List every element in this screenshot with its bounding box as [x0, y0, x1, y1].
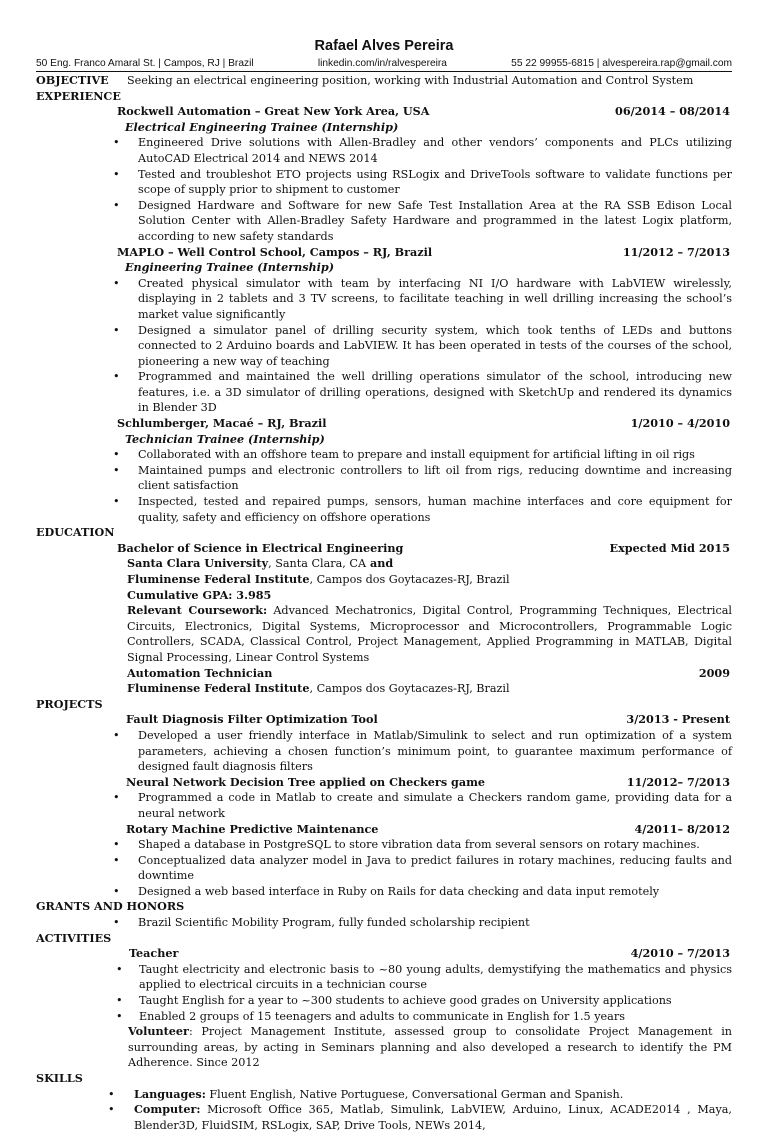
list-item: • Shaped a database in PostgreSQL to store vibration data from several sensors on rotary machines. [113, 838, 700, 852]
bullet-icon: • [113, 791, 120, 805]
resume-body [36, 73, 732, 1133]
list-item: • Programmed a code in Matlab to create and simulate a Checkers random game, providing data for a neural network [113, 791, 732, 820]
bullet-icon: • [113, 838, 120, 852]
section-title-objective: OBJECTIVE [36, 73, 109, 87]
project-dates: 3/2013 - Present [626, 712, 730, 727]
bullet-icon: • [116, 994, 123, 1008]
bullet-icon: • [113, 728, 120, 742]
job-role: Engineering Trainee (Internship) [125, 260, 335, 275]
bullet-icon: • [113, 276, 120, 290]
list-item: • Maintained pumps and electronic controllers to lift oil from rigs, reducing downtime and increasing client satisfaction [113, 463, 732, 493]
list-item: • Created physical simulator with team by interfacing NI I/O hardware with LabVIEW wirelessly, displaying in 2 tablets and 3 TV screens, to facilitate teaching in well drilling increasing the school’s market value significantly [113, 276, 732, 321]
project-dates: 4/2011– 8/2012 [634, 821, 730, 836]
bullet-icon: • [116, 1009, 123, 1023]
bullet-icon: • [113, 167, 120, 181]
project-title: Neural Network Decision Tree applied on Checkers game [126, 774, 486, 789]
job-org: Rockwell Automation – Great New York Area, USA [117, 104, 430, 119]
list-item: • Programmed and maintained the well drilling operations simulator of the school, introducing new features, i.e. a 3D simulator of drilling operations, designed with SketchUp and rendered its dynamics in Blender 3D [113, 370, 732, 415]
tech-title: Automation Technician [127, 665, 273, 680]
job-bullets [36, 276, 732, 416]
bullet-icon: • [113, 370, 120, 384]
grants-list [36, 915, 732, 931]
list-item: • Conceptualized data analyzer model in Java to predict failures in rotary machines, reducing faults and downtime [113, 853, 732, 883]
job-maplo [36, 245, 732, 417]
gpa: Cumulative GPA: 3.985 [127, 587, 272, 602]
list-item: • Enabled 2 groups of 15 teenagers and adults to communicate in English for 1.5 years [116, 1009, 625, 1023]
linkedin-link[interactable]: linkedin.com/in/ralvespereira [317, 58, 447, 69]
section-title-education: EDUCATION [36, 525, 115, 540]
job-role: Electrical Engineering Trainee (Internship) [125, 119, 399, 134]
list-item: • Designed Hardware and Software for new Safe Test Installation Area at the RA SSB Edison Local Solution Center with Allen-Bradley Safety Hardware and programmed in the latest Logix platform, according to new safety standards [113, 198, 732, 243]
bullet-icon: • [113, 198, 120, 212]
project-dates: 11/2012– 7/2013 [626, 774, 730, 789]
list-item: • Designed a simulator panel of drilling security system, which took tenths of LEDs and buttons connected to 2 Arduino boards and LabVIEW. It has been operated in tests of the courses of the school, pioneering a new way of teaching [113, 323, 732, 368]
activity-dates: 4/2010 – 7/2013 [630, 946, 730, 961]
objective-text: Seeking an electrical engineering position, working with Industrial Automation and Control System [127, 74, 694, 87]
objective-section [36, 73, 732, 89]
project-title: Fault Diagnosis Filter Optimization Tool [126, 712, 378, 727]
section-title-skills: SKILLS [36, 1071, 83, 1085]
job-schlumberger [36, 416, 732, 525]
school-line: Fluminense Federal Institute, Campos dos Goytacazes-RJ, Brazil [127, 572, 510, 586]
list-item: • Engineered Drive solutions with Allen-Bradley and other vendors’ components and PLCs utilizing AutoCAD Electrical 2014 and NEWS 2014 [113, 136, 732, 165]
activity-title: Teacher [129, 946, 179, 961]
project-neural-network [36, 775, 732, 822]
list-item: • Brazil Scientific Mobility Program, fully funded scholarship recipient [113, 916, 530, 930]
contact-line [36, 57, 732, 70]
job-role: Technician Trainee (Internship) [125, 431, 325, 446]
coursework: Relevant Coursework: Advanced Mechatronics, Digital Control, Programming Techniques, Electrical Circuits, Electronics, Digital Systems, Microprocessor and Microcontrollers, Programmable Logic Controllers, SCADA, Classical Control, Project Management, Applied Programming in MATLAB, Digital Signal Processing, Linear Control Systems [127, 603, 732, 664]
bullet-icon: • [113, 884, 120, 898]
project-fault-diagnosis [36, 712, 732, 774]
degree-title: Bachelor of Science in Electrical Engineering [117, 540, 404, 555]
address: 50 Eng. Franco Amaral St. | Campos, RJ | Brazil [36, 58, 254, 69]
job-bullets [36, 135, 732, 244]
job-bullets [36, 447, 732, 525]
job-rockwell [36, 104, 732, 244]
section-title-grants: GRANTS AND HONORS [36, 899, 185, 914]
school-line: Santa Clara University, Santa Clara, CA and [127, 556, 394, 571]
list-item: • Developed a user friendly interface in Matlab/Simulink to select and run optimization of a system parameters, achieving a chosen function’s minimum point, to guarantee maximum performance of designed fault diagnosis filters [113, 728, 732, 774]
degree-date: Expected Mid 2015 [609, 540, 730, 555]
bullet-icon: • [113, 853, 120, 867]
bullet-icon: • [113, 463, 120, 477]
bullet-icon: • [113, 136, 120, 150]
job-dates: 06/2014 – 08/2014 [615, 104, 730, 119]
bullet-icon: • [116, 962, 123, 976]
job-org: Schlumberger, Macaé – RJ, Brazil [117, 416, 327, 431]
section-title-experience: EXPERIENCE [36, 88, 121, 103]
phone-email[interactable]: 55 22 99955-6815 | alvespereira.rap@gmail.com [511, 58, 732, 69]
school-line: Fluminense Federal Institute, Campos dos Goytacazes-RJ, Brazil [127, 681, 510, 696]
list-item: • Collaborated with an offshore team to prepare and install equipment for artificial lifting in oil rigs [113, 448, 695, 462]
section-title-activities: ACTIVITIES [36, 930, 112, 945]
bullet-icon: • [113, 916, 120, 930]
project-title: Rotary Machine Predictive Maintenance [126, 821, 379, 836]
candidate-name: Rafael Alves Pereira [314, 38, 454, 54]
activity-teacher [36, 946, 732, 1071]
list-item: • Inspected, tested and repaired pumps, sensors, human machine interfaces and core equipment for quality, safety and efficiency on offshore operations [113, 495, 732, 524]
list-item: • Taught English for a year to ~300 students to achieve good grades on University applications [116, 994, 672, 1008]
job-dates: 11/2012 – 7/2013 [622, 244, 730, 259]
header-divider [36, 71, 732, 72]
bullet-icon: • [113, 448, 120, 462]
list-item: • Languages: Fluent English, Native Portuguese, Conversational German and Spanish. [108, 1086, 624, 1101]
bullet-icon: • [108, 1087, 115, 1101]
skills-list [36, 1087, 732, 1133]
project-rotary-machine [36, 822, 732, 900]
list-item: • Computer: Microsoft Office 365, Matlab, Simulink, LabVIEW, Arduino, Linux, ACADE2014 , Maya, Blender3D, FluidSIM, RSLogix, SAP, Drive Tools, NEWs 2014, [108, 1102, 732, 1132]
list-item: • Tested and troubleshot ETO projects using RSLogix and DriveTools software to validate functions per scope of supply prior to shipment to customer [113, 167, 732, 197]
job-dates: 1/2010 – 4/2010 [630, 416, 730, 431]
list-item: • Designed a web based interface in Ruby on Rails for data checking and data input remotely [113, 884, 660, 898]
bullet-icon: • [108, 1103, 115, 1117]
section-title-projects: PROJECTS [36, 696, 103, 711]
bullet-icon: • [113, 495, 120, 509]
job-org: MAPLO – Well Control School, Campos – RJ, Brazil [117, 244, 433, 259]
tech-date: 2009 [698, 665, 730, 680]
volunteer-text: Volunteer: Project Management Institute, assessed group to consolidate Project Management in surrounding areas, by acting in Seminars planning and also developed a research to identify the PM Adherence. Since 2012 [128, 1024, 732, 1070]
bullet-icon: • [113, 323, 120, 337]
list-item: • Taught electricity and electronic basis to ~80 young adults, demystifying the mathematics and physics applied to electrical circuits in a technician course [116, 962, 732, 992]
education-section [36, 541, 732, 697]
